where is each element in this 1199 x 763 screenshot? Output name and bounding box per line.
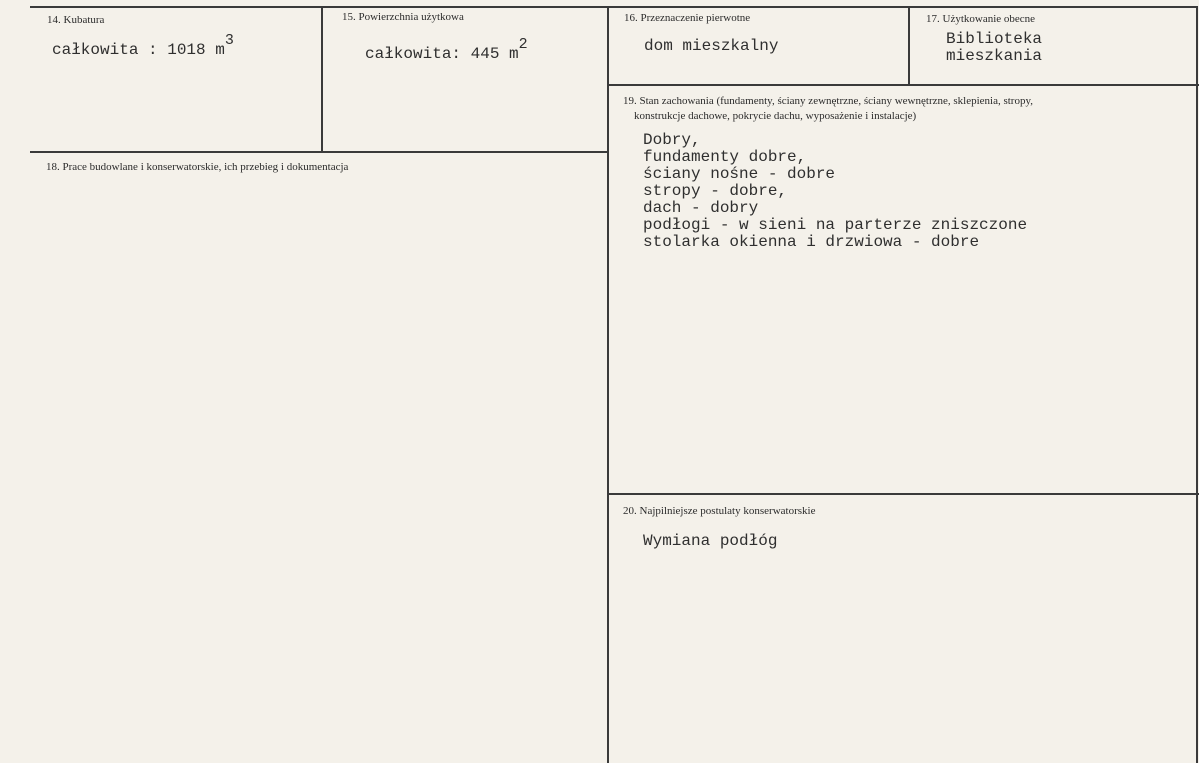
- cell19-line: Dobry,: [643, 131, 701, 149]
- divider-16-17: [908, 6, 910, 85]
- cell19-line: stropy - dobre,: [643, 182, 788, 200]
- divider-15-16: [607, 6, 609, 763]
- cell14-label: 14. Kubatura: [47, 14, 105, 26]
- cell19-line: ściany nośne - dobre: [643, 165, 836, 183]
- divider-19-20: [607, 493, 1199, 495]
- cell20-value: Wymiana podłóg: [643, 532, 778, 550]
- cell15-value-text: całkowita: 445 m: [365, 45, 519, 63]
- cell17-label: 17. Użytkowanie obecne: [926, 13, 1036, 25]
- divider-row1-left: [30, 151, 609, 153]
- right-border: [1196, 6, 1198, 763]
- divider-14-15: [321, 6, 323, 152]
- divider-row1-right: [607, 84, 1199, 86]
- cell17-value: [946, 31, 1042, 65]
- cell15-label: 15. Powierzchnia użytkowa: [342, 11, 464, 23]
- cell14-value-text: całkowita : 1018 m: [52, 41, 225, 59]
- cell14-value: [52, 32, 234, 59]
- cell16-value: dom mieszkalny: [644, 37, 779, 55]
- cell19-line: dach - dobry: [643, 199, 759, 217]
- top-border: [30, 6, 1196, 8]
- cell19-line: fundamenty dobre,: [643, 148, 807, 166]
- cell19-line: stolarka okienna i drzwiowa - dobre: [643, 233, 980, 251]
- cell20-label: 20. Najpilniejsze postulaty konserwatorskie: [623, 505, 816, 517]
- cell15-value: [365, 36, 528, 63]
- cell14-superscript: 3: [224, 32, 234, 49]
- cell19-label-line1: 19. Stan zachowania (fundamenty, ściany zewnętrzne, ściany wewnętrzne, sklepienia, stropy,: [623, 95, 1034, 107]
- cell19-label-line2: konstrukcje dachowe, pokrycie dachu, wyposażenie i instalacje): [634, 110, 917, 122]
- cell17-line: mieszkania: [946, 47, 1043, 65]
- cell19-line: podłogi - w sieni na parterze zniszczone: [643, 216, 1028, 234]
- cell18-label: 18. Prace budowlane i konserwatorskie, ich przebieg i dokumentacja: [46, 161, 349, 173]
- cell19-value: [643, 132, 1027, 251]
- cell16-label: 16. Przeznaczenie pierwotne: [624, 12, 751, 24]
- cell17-line: Biblioteka: [946, 30, 1043, 48]
- cell15-superscript: 2: [518, 36, 528, 53]
